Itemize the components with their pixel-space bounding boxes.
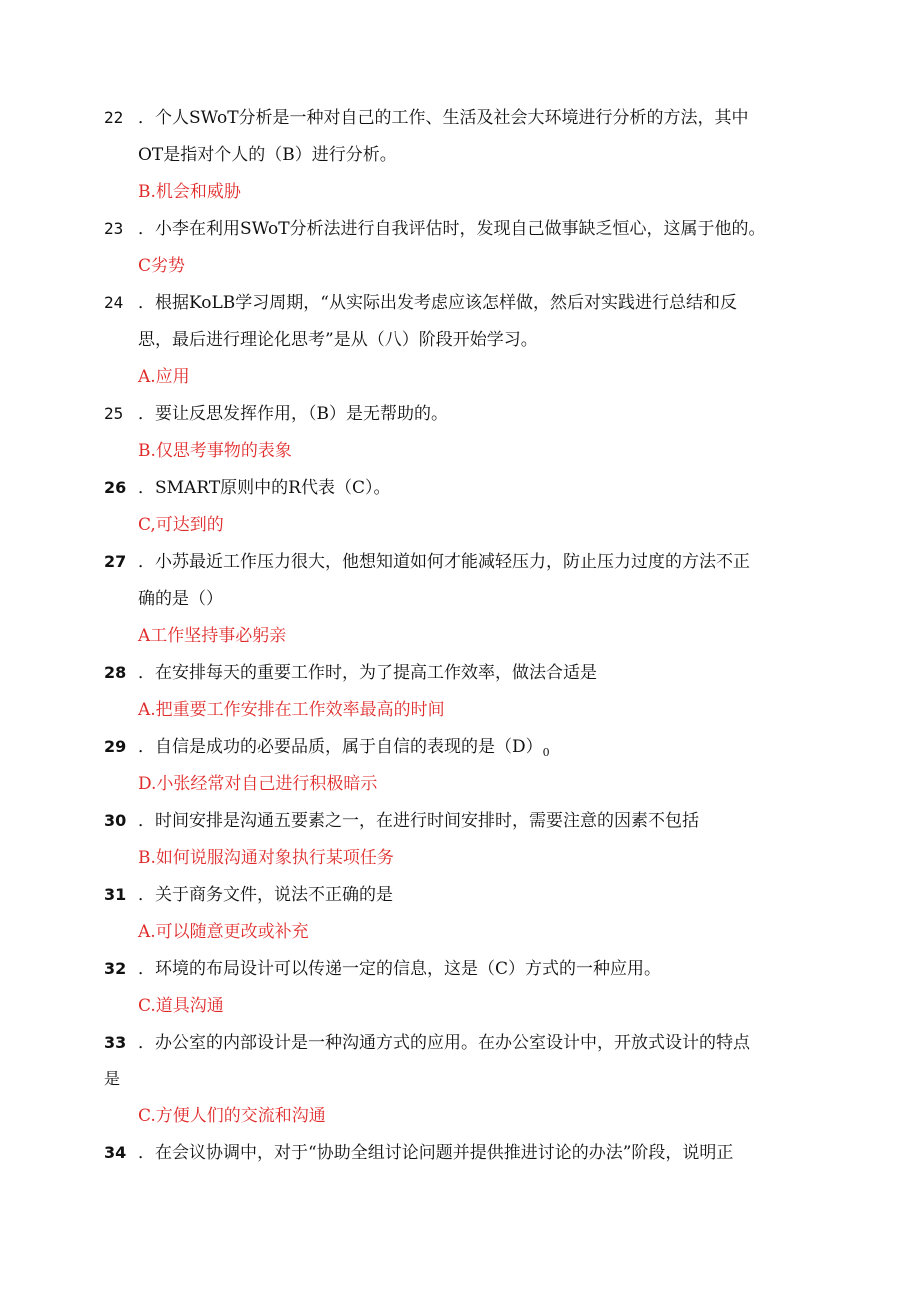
- question-25: [0, 399, 920, 429]
- question-text: ．小李在利用SWoT分析法进行自我评估时，发现自己做事缺乏恒心，这属于他的。: [138, 219, 766, 239]
- question-24-continuation: [0, 325, 920, 355]
- answer-23: [0, 251, 920, 281]
- answer-27: [0, 621, 920, 651]
- answer-33: [0, 1101, 920, 1131]
- question-number: 22: [104, 108, 124, 127]
- question-number: 23: [104, 219, 124, 238]
- question-number: 27: [104, 552, 127, 571]
- question-number: 32: [104, 959, 127, 978]
- answer-32: [0, 991, 920, 1021]
- answer-text: C劣势: [138, 256, 186, 276]
- question-text: ．在会议协调中，对于“协助全组讨论问题并提供推进讨论的办法”阶段，说明正: [138, 1143, 734, 1163]
- answer-text: A.可以随意更改或补充: [138, 922, 309, 942]
- answer-text: C,可达到的: [138, 515, 224, 535]
- question-30: [0, 806, 920, 836]
- question-22: [0, 103, 920, 133]
- answer-text: B.仅思考事物的表象: [138, 441, 292, 461]
- question-text: ．时间安排是沟通五要素之一，在进行时间安排时，需要注意的因素不包括: [138, 811, 699, 831]
- question-text: ．办公室的内部设计是一种沟通方式的应用。在办公室设计中，开放式设计的特点: [138, 1033, 750, 1053]
- question-number: 28: [104, 663, 127, 682]
- question-22-continuation: [0, 140, 920, 170]
- answer-29: [0, 769, 920, 799]
- question-text: 思，最后进行理论化思考”是从（八）阶段开始学习。: [138, 330, 538, 350]
- answer-text: C.方便人们的交流和沟通: [138, 1106, 326, 1126]
- question-23: [0, 214, 920, 244]
- question-text: 是: [104, 1069, 121, 1088]
- answer-24: [0, 362, 920, 392]
- question-26: [0, 473, 920, 503]
- question-text: ．根据KoLB学习周期，“从实际出发考虑应该怎样做，然后对实践进行总结和反: [138, 293, 737, 313]
- question-number: 26: [104, 478, 127, 497]
- question-text: ．环境的布局设计可以传递一定的信息，这是（C）方式的一种应用。: [138, 959, 662, 979]
- question-text: ．SMART原则中的R代表（C）。: [138, 478, 391, 498]
- question-number: 25: [104, 404, 124, 423]
- question-text: ．要让反思发挥作用，（B）是无帮助的。: [138, 404, 448, 424]
- answer-22: [0, 177, 920, 207]
- question-number: 29: [104, 737, 127, 756]
- question-34: [0, 1138, 920, 1168]
- question-text: ．小苏最近工作压力很大，他想知道如何才能减轻压力，防止压力过度的方法不正: [138, 552, 750, 572]
- question-text: ．个人SWoT分析是一种对自己的工作、生活及社会大环境进行分析的方法，其中: [138, 108, 749, 128]
- question-text: ．关于商务文件，说法不正确的是: [138, 885, 393, 905]
- question-number: 31: [104, 885, 127, 904]
- answer-31: [0, 917, 920, 947]
- answer-26: [0, 510, 920, 540]
- answer-text: B.机会和威胁: [138, 182, 241, 202]
- question-text: ．在安排每天的重要工作时，为了提高工作效率，做法合适是: [138, 663, 597, 683]
- question-33-continuation: [0, 1064, 920, 1094]
- answer-25: [0, 436, 920, 466]
- question-number: 33: [104, 1033, 127, 1052]
- question-text: ．自信是成功的必要品质，属于自信的表现的是$(D)_0$: [138, 737, 550, 759]
- answer-text: C.道具沟通: [138, 996, 224, 1016]
- question-number: 24: [104, 293, 124, 312]
- question-33: [0, 1028, 920, 1058]
- subscript-mark: 0: [542, 746, 550, 759]
- answer-30: [0, 843, 920, 873]
- question-text: OT是指对个人的（B）进行分析。: [138, 145, 397, 165]
- answer-text: A工作坚持事必躬亲: [138, 626, 287, 646]
- answer-28: [0, 695, 920, 725]
- question-29: [0, 732, 920, 762]
- answer-text: A.应用: [138, 367, 190, 387]
- question-27-continuation: [0, 584, 920, 614]
- answer-text: A.把重要工作安排在工作效率最高的时间: [138, 700, 445, 720]
- answer-text: D.小张经常对自己进行积极暗示: [138, 774, 378, 794]
- question-number: 34: [104, 1143, 127, 1162]
- answer-text: B.如何说服沟通对象执行某项任务: [138, 848, 394, 868]
- question-24: [0, 288, 920, 318]
- question-text: 确的是（）: [138, 589, 223, 609]
- question-27: [0, 547, 920, 577]
- question-31: [0, 880, 920, 910]
- question-28: [0, 658, 920, 688]
- question-32: [0, 954, 920, 984]
- question-number: 30: [104, 811, 127, 830]
